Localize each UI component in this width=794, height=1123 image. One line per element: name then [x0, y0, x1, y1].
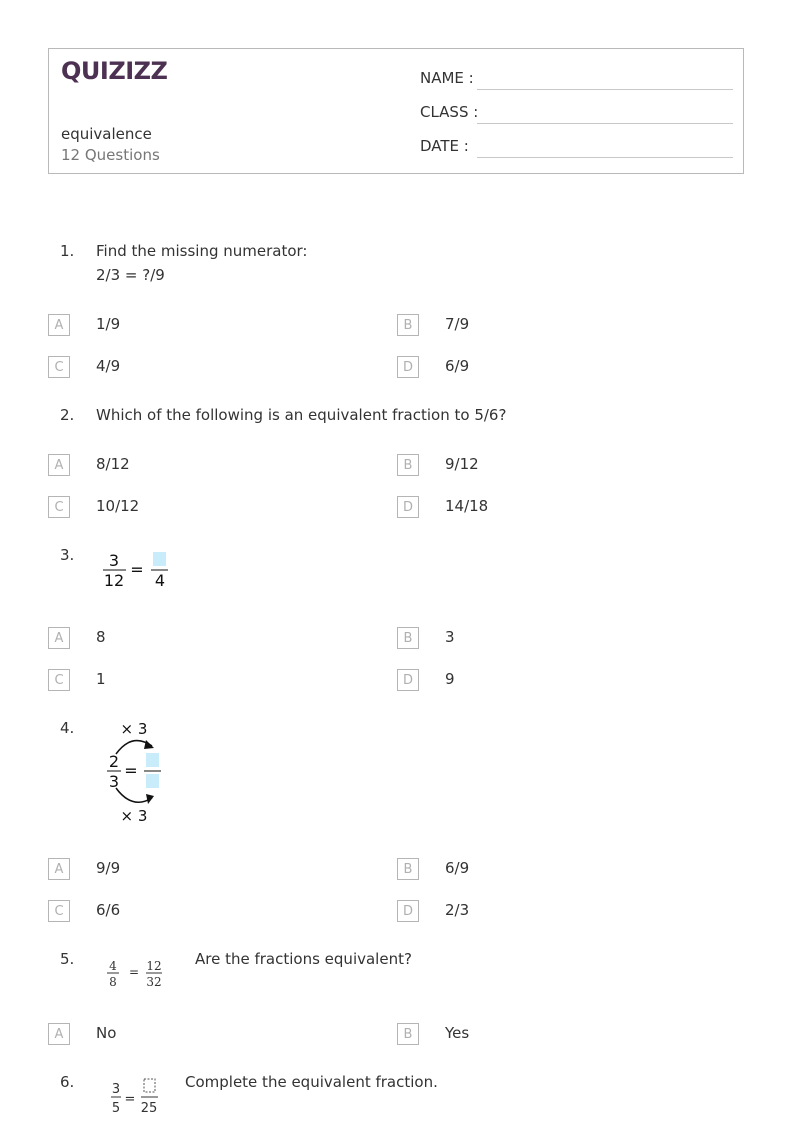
option-c-box[interactable]: C [48, 356, 70, 378]
equals-sign: = [128, 965, 140, 979]
denominator: 25 [140, 1101, 158, 1116]
numerator: 12 [146, 959, 162, 973]
question-number: 4. [60, 719, 75, 737]
option-d-box[interactable]: D [397, 496, 419, 518]
blank-numerator-box [153, 552, 166, 566]
question-number: 5. [60, 950, 75, 968]
option-c-text: 10/12 [96, 497, 140, 515]
option-d-box[interactable]: D [397, 356, 419, 378]
question-number: 3. [60, 546, 75, 564]
name-line[interactable] [477, 89, 733, 90]
top-multiplier-label: × 3 [120, 720, 148, 738]
option-a-text: 8/12 [96, 455, 130, 473]
option-d-box[interactable]: D [397, 900, 419, 922]
option-b-text: 9/12 [445, 455, 479, 473]
class-label: CLASS : [420, 103, 479, 121]
option-b-box[interactable]: B [397, 314, 419, 336]
name-label: NAME : [420, 69, 474, 87]
option-b-text: 3 [445, 628, 455, 646]
option-d-text: 9 [445, 670, 455, 688]
option-a-box[interactable]: A [48, 1023, 70, 1045]
multiplication-diagram [104, 716, 184, 828]
question-text: Find the missing numerator: [96, 242, 308, 260]
option-c-box[interactable]: C [48, 496, 70, 518]
equals-sign: = [124, 1092, 136, 1107]
quizizz-logo: QUIZIZZ [61, 57, 168, 85]
denominator: 8 [109, 975, 117, 989]
option-b-text: 6/9 [445, 859, 470, 877]
numerator: 3 [111, 1082, 121, 1097]
top-arrow-head [144, 740, 154, 749]
denominator: 4 [154, 571, 166, 590]
fraction-equation [104, 955, 170, 991]
equals-sign: = [130, 560, 144, 579]
denominator: 3 [108, 772, 120, 791]
option-a-text: 9/9 [96, 859, 121, 877]
option-c-box[interactable]: C [48, 669, 70, 691]
option-c-text: 6/6 [96, 901, 121, 919]
option-a-box[interactable]: A [48, 454, 70, 476]
option-d-box[interactable]: D [397, 669, 419, 691]
option-c-box[interactable]: C [48, 900, 70, 922]
equals-sign: = [124, 761, 138, 780]
worksheet-title: equivalence [61, 125, 152, 143]
option-a-box[interactable]: A [48, 314, 70, 336]
question-text-line2: 2/3 = ?/9 [96, 266, 165, 284]
denominator: 12 [103, 571, 125, 590]
numerator: 3 [108, 551, 120, 570]
denominator: 32 [146, 975, 162, 989]
option-b-text: Yes [445, 1024, 470, 1042]
option-c-text: 1 [96, 670, 106, 688]
option-b-box[interactable]: B [397, 454, 419, 476]
question-number: 2. [60, 406, 75, 424]
class-line[interactable] [477, 123, 733, 124]
option-d-text: 2/3 [445, 901, 470, 919]
question-number: 6. [60, 1073, 75, 1091]
date-line[interactable] [477, 157, 733, 158]
bottom-arrow-head [146, 794, 154, 804]
option-d-text: 14/18 [445, 497, 489, 515]
option-a-text: 8 [96, 628, 106, 646]
blank-numerator-box [144, 1079, 155, 1092]
option-b-box[interactable]: B [397, 1023, 419, 1045]
option-a-text: No [96, 1024, 117, 1042]
option-b-box[interactable]: B [397, 858, 419, 880]
question-count: 12 Questions [61, 146, 160, 164]
numerator: 4 [109, 959, 117, 973]
fraction-equation [100, 548, 180, 592]
question-text: Which of the following is an equivalent fraction to 5/6? [96, 406, 507, 424]
bottom-multiplier-label: × 3 [120, 807, 148, 825]
blank-denominator-box [146, 774, 159, 788]
worksheet-header [48, 48, 744, 174]
date-label: DATE : [420, 137, 469, 155]
question-text: Complete the equivalent fraction. [185, 1073, 438, 1091]
blank-numerator-box [146, 753, 159, 767]
option-c-text: 4/9 [96, 357, 121, 375]
option-b-text: 7/9 [445, 315, 470, 333]
option-a-text: 1/9 [96, 315, 121, 333]
fraction-equation [108, 1076, 168, 1118]
numerator: 2 [108, 752, 120, 771]
question-text: Are the fractions equivalent? [195, 950, 412, 968]
question-number: 1. [60, 242, 75, 260]
option-b-box[interactable]: B [397, 627, 419, 649]
option-a-box[interactable]: A [48, 627, 70, 649]
option-a-box[interactable]: A [48, 858, 70, 880]
denominator: 5 [111, 1101, 121, 1116]
option-d-text: 6/9 [445, 357, 470, 375]
